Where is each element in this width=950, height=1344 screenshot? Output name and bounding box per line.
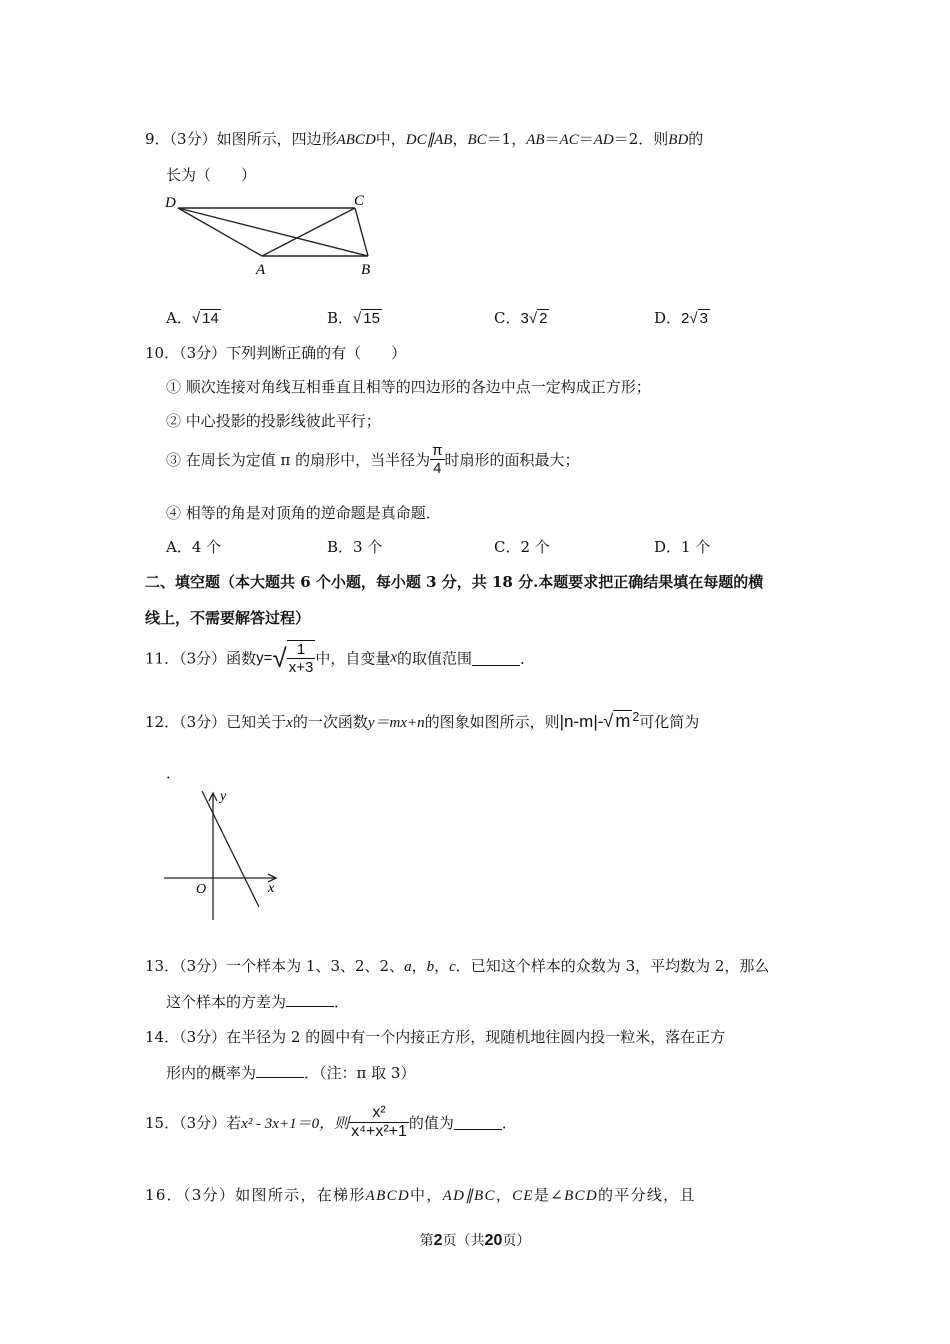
q16-text: 的平分线，且 — [597, 1186, 696, 1204]
q14-text: ．（注：π 取 3） — [304, 1064, 416, 1082]
q10-fraction — [430, 442, 444, 477]
q12-label-y: y — [220, 789, 227, 804]
q16-number: 16． — [145, 1186, 183, 1204]
q12-label-x: x — [268, 881, 275, 896]
q11-line — [145, 640, 535, 676]
option-radicand: 3 — [699, 310, 708, 327]
q13-end: ． — [334, 993, 350, 1011]
q9-score: （3分） — [169, 130, 217, 148]
q10-statement-4: ④ 相等的角是对顶角的逆命题是真命题． — [166, 504, 441, 522]
sqrt-symbol: √ — [272, 642, 287, 673]
q12-text: 可化简为 — [639, 713, 700, 731]
q9-label-c: C — [354, 193, 365, 209]
q14-text: 在半径为 2 的圆中有一个内接正方形，现随机地往圆内投一粒米，落在正方 — [226, 1028, 726, 1046]
q9-line1 — [145, 128, 703, 149]
footer-text: 第 — [419, 1233, 434, 1249]
q9-label-b: B — [361, 262, 371, 278]
q12-abs: |n-m|- — [559, 712, 604, 731]
q10-statement-2: ② 中心投影的投影线彼此平行； — [166, 412, 381, 430]
q12-line1 — [145, 710, 699, 732]
sqrt-symbol: √ m — [603, 711, 631, 731]
q12-x: x — [286, 715, 293, 731]
q15-number: 15． — [145, 1114, 180, 1132]
q12-exponent: 2 — [632, 710, 640, 724]
q11-y: y= — [256, 649, 273, 667]
answer-blank[interactable] — [286, 992, 334, 1007]
q13-text: ， — [434, 957, 450, 975]
q13-line2 — [166, 991, 349, 1012]
q13-score: （3分） — [179, 957, 227, 975]
q16-score: （3分） — [183, 1186, 236, 1204]
q15-score: （3分） — [179, 1114, 227, 1132]
q11-number: 11． — [145, 649, 180, 668]
sqrt-symbol: √ 15 — [353, 310, 380, 327]
q12-figure — [158, 785, 288, 925]
q9-cond: DC∥AB — [405, 132, 453, 148]
option-label: D． — [654, 309, 682, 327]
q15-expr: x² - 3x+1＝0，则 — [241, 1116, 350, 1132]
q12-radicand: m — [615, 711, 631, 731]
footer-text: 页） — [502, 1233, 531, 1249]
q9-option-a[interactable] — [166, 307, 221, 328]
q10-line1 — [145, 342, 406, 363]
q9-text: 的 — [688, 130, 704, 148]
q12-score: （3分） — [179, 713, 227, 731]
q16-abcd: ABCD — [365, 1188, 411, 1204]
q10-statement-1: ① 顺次连接对角线互相垂直且相等的四边形的各边中点一定构成正方形； — [166, 378, 651, 396]
fraction-numerator: 1 — [287, 641, 316, 659]
q9-text: ＝1， — [486, 130, 527, 148]
q10-text: 下列判断正确的有（ ） — [226, 344, 407, 362]
fraction-denominator: 4 — [433, 460, 442, 477]
q16-text: 如图所示，在梯形 — [235, 1186, 366, 1204]
q13-text: ．已知这个样本的众数为 3，平均数为 2，那么 — [455, 957, 770, 975]
q15-text: 的值为 — [408, 1114, 454, 1132]
q16-line1 — [145, 1184, 696, 1205]
q9-text: 如图所示，四边形 — [216, 130, 337, 148]
q10-statement-3 — [166, 442, 580, 477]
q16-text: ， — [495, 1186, 513, 1204]
q16-text: 中， — [410, 1186, 443, 1204]
q12-text: 已知关于 — [226, 713, 287, 731]
q9-figure — [160, 188, 390, 280]
q11-score: （3分） — [179, 649, 227, 668]
q9-text: ， — [452, 130, 468, 148]
q12-label-o: O — [196, 882, 207, 897]
q9-text: ＝ — [578, 130, 594, 148]
q10-option-b[interactable]: B．3 个 — [327, 538, 383, 556]
q16-cond: AD∥BC — [442, 1188, 496, 1204]
q16-bcd: BCD — [564, 1188, 598, 1204]
q15-end: ． — [501, 1114, 517, 1132]
q9-abcd: ABCD — [336, 132, 376, 148]
q9-label-d: D — [165, 195, 176, 211]
q10-option-c[interactable]: C．2 个 — [494, 538, 550, 556]
option-radicand: 15 — [363, 310, 380, 327]
option-label: C． — [494, 309, 521, 327]
q10-s3-text: 时扇形的面积最大； — [444, 451, 580, 469]
q10-option-d[interactable]: D．1 个 — [654, 538, 711, 556]
q11-text: 中，自变量 — [315, 649, 391, 668]
option-coef: 2 — [681, 310, 690, 327]
q13-a: a — [404, 959, 412, 975]
q15-text: 若 — [226, 1114, 242, 1132]
answer-blank[interactable] — [256, 1063, 304, 1078]
fraction-numerator: x² — [349, 1104, 409, 1123]
q14-line2 — [166, 1062, 415, 1083]
q9-number: 9． — [145, 130, 170, 148]
sqrt-symbol: √ 3 — [689, 310, 708, 327]
q13-text: ， — [411, 957, 427, 975]
q13-text: 一个样本为 1、3、2、2、 — [226, 957, 405, 975]
q12-text: 的一次函数 — [292, 713, 368, 731]
q9-option-b[interactable] — [327, 307, 382, 328]
q11-end: ． — [520, 649, 536, 668]
q14-score: （3分） — [179, 1028, 227, 1046]
option-coef: 3 — [520, 310, 529, 327]
fraction-denominator: x⁴+x²+1 — [351, 1123, 407, 1140]
option-radicand: 14 — [202, 310, 219, 327]
answer-blank[interactable] — [472, 651, 520, 666]
q13-number: 13． — [145, 957, 180, 975]
q9-option-d[interactable] — [654, 307, 710, 328]
q9-text: ＝2．则 — [613, 130, 669, 148]
q12-number: 12． — [145, 713, 180, 731]
q13-b: b — [426, 959, 435, 975]
q9-option-c[interactable] — [494, 307, 549, 328]
footer-page-number: 2 — [433, 1232, 443, 1249]
sqrt-symbol: √ 14 — [191, 310, 219, 327]
q9-cond: BC — [467, 132, 487, 148]
q11-text: 函数 — [226, 649, 257, 668]
footer-total-pages: 20 — [484, 1232, 503, 1249]
q10-number: 10． — [145, 344, 180, 362]
option-radicand: 2 — [539, 310, 548, 327]
fraction-numerator: π — [432, 442, 443, 459]
page-footer — [0, 1230, 950, 1250]
footer-text: 页（共 — [442, 1233, 485, 1249]
q10-s3-text: ③ 在周长为定值 π 的扇形中，当半径为 — [166, 451, 431, 469]
q15-fraction — [349, 1104, 409, 1141]
q11-text: 的取值范围 — [397, 649, 473, 668]
q13-c: c — [449, 959, 456, 975]
q12-line2: ． — [166, 764, 182, 782]
q11-x: x — [390, 649, 397, 666]
q9-label-a: A — [256, 262, 266, 278]
q12-func: y＝mx+n — [367, 715, 425, 731]
q13-text: 这个样本的方差为 — [166, 993, 287, 1011]
q9-text: 中， — [375, 130, 406, 148]
q15-line — [145, 1104, 517, 1141]
q16-text: 是∠ — [533, 1186, 565, 1204]
q10-option-a[interactable]: A．4 个 — [166, 538, 222, 556]
q13-line1 — [145, 955, 769, 976]
option-label: A． — [166, 309, 192, 327]
q9-cond: AD — [593, 132, 614, 148]
section2-heading-line2: 线上，不需要解答过程） — [145, 609, 311, 627]
q14-text: 形内的概率为 — [166, 1064, 257, 1082]
q12-text: 的图象如图所示，则 — [424, 713, 560, 731]
option-label: B． — [327, 309, 354, 327]
q9-cond: AB — [526, 132, 545, 148]
q10-score: （3分） — [179, 344, 227, 362]
q14-number: 14． — [145, 1028, 180, 1046]
q9-text: ＝ — [544, 130, 560, 148]
q11-fraction — [287, 640, 316, 676]
answer-blank[interactable] — [454, 1115, 502, 1130]
fraction-denominator: x+3 — [288, 659, 314, 676]
q14-line1 — [145, 1026, 725, 1047]
q16-ce: CE — [512, 1188, 534, 1204]
sqrt-symbol: √ 2 — [528, 310, 548, 327]
q9-line2: 长为（ ） — [166, 166, 257, 184]
q9-bd: BD — [668, 132, 689, 148]
section2-heading-line1: 二、填空题（本大题共 6 个小题，每小题 3 分，共 18 分.本题要求把正确结果填在每题的横 — [145, 573, 764, 591]
q9-cond: AC — [559, 132, 579, 148]
